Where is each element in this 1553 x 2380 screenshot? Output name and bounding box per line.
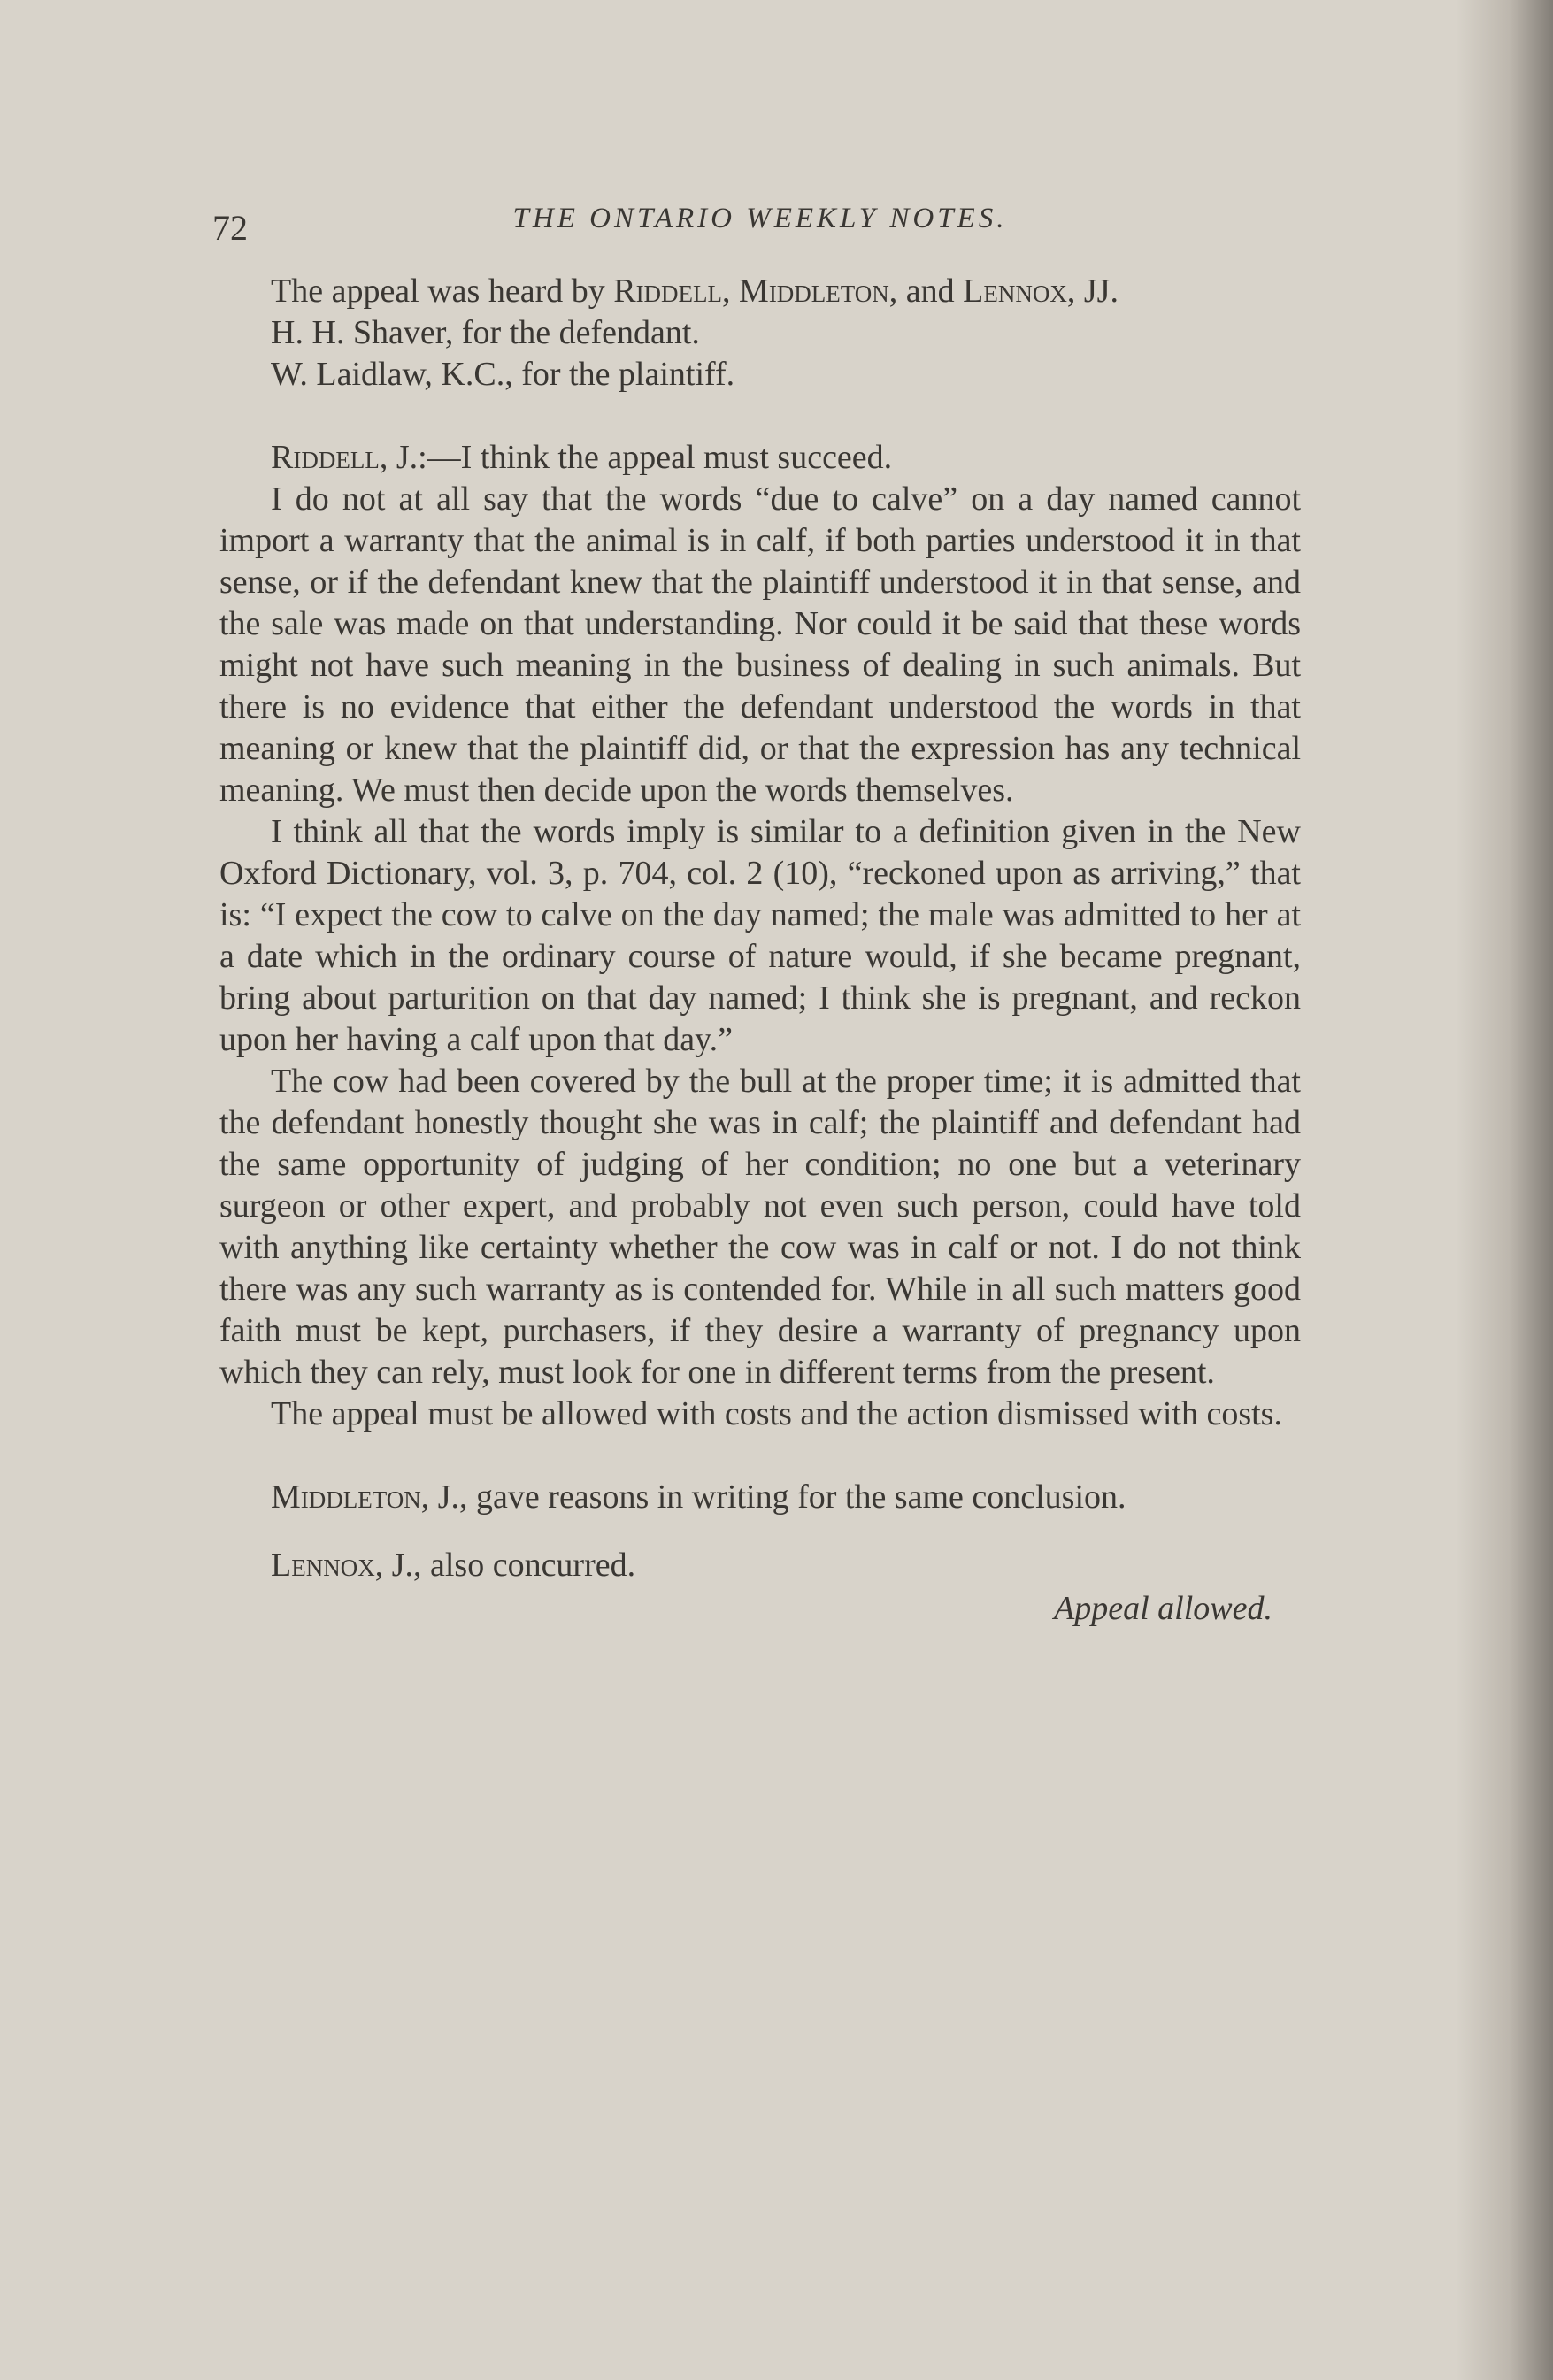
judgment-paragraph: I do not at all say that the words “due to calve” on a day named cannot import a warranty that the animal is in calf, if both parties understood it in that sense, or if the defendant knew that the plaintiff understood it in that sense, and the sale was made on that understanding. Nor could it be said that these words might not have such meaning in the business of dealing in such animals. But there is no evidence that either the defendant understood the words in that meaning or knew that the plaintiff did, or that the expression has any technical meaning. We must then decide upon the words themselves. xyxy=(219,480,1301,809)
case-result: Appeal allowed. xyxy=(1054,1590,1272,1627)
counsel-defendant: H. H. Shaver, for the defendant. xyxy=(271,314,700,351)
concurrence-lennox: Lennox, J., also concurred. xyxy=(271,1547,636,1584)
binding-shadow xyxy=(1456,0,1553,2380)
judgment-paragraph: The appeal must be allowed with costs and the action dismissed with costs. xyxy=(271,1395,1282,1432)
judge-name: Lennox xyxy=(271,1547,375,1584)
judge-name: Riddell xyxy=(271,439,380,476)
concurrence-middleton: Middleton, J., gave reasons in writing for the same conclusion. xyxy=(271,1478,1126,1516)
judge-name: Riddell xyxy=(613,273,723,310)
judgment-opening: Riddell, J.:—I think the appeal must succeed. xyxy=(271,439,893,476)
judge-name: Middleton xyxy=(271,1478,421,1516)
judge-name: Middleton xyxy=(739,273,889,310)
judgment-paragraph: The cow had been covered by the bull at the proper time; it is admitted that the defendant honestly thought she was in calf; the plaintiff and defendant had the same opportunity of judging of her condition; no one but a veterinary surgeon or other expert, and probably not even such person, could have told with anything like certainty whether the cow was in calf or not. I do not think there was any such warranty as is contended for. While in all such matters good faith must be kept, purchasers, if they desire a warranty of pregnancy upon which they can rely, must look for one in different terms from the present. xyxy=(219,1063,1301,1391)
judge-name: Lennox xyxy=(963,273,1067,310)
journal-title: THE ONTARIO WEEKLY NOTES. xyxy=(512,203,1008,234)
page-number: 72 xyxy=(212,208,248,248)
running-head xyxy=(212,189,1301,248)
judgment-paragraph: I think all that the words imply is similar to a definition given in the New Oxford Dictionary, vol. 3, p. 704, col. 2 (10), “reckoned upon as arriving,” that is: “I expect the cow to calve on the day named; the male was admitted to her at a date which in the ordinary course of nature would, if she became pregnant, bring about parturition on that day named; I think she is pregnant, and reckon upon her having a calf upon that day.” xyxy=(219,813,1301,1058)
hearing-statement: The appeal was heard by Riddell, Middleton, and Lennox, JJ. xyxy=(271,273,1119,310)
counsel-plaintiff: W. Laidlaw, K.C., for the plaintiff. xyxy=(271,356,735,393)
page-text xyxy=(212,189,1301,1630)
